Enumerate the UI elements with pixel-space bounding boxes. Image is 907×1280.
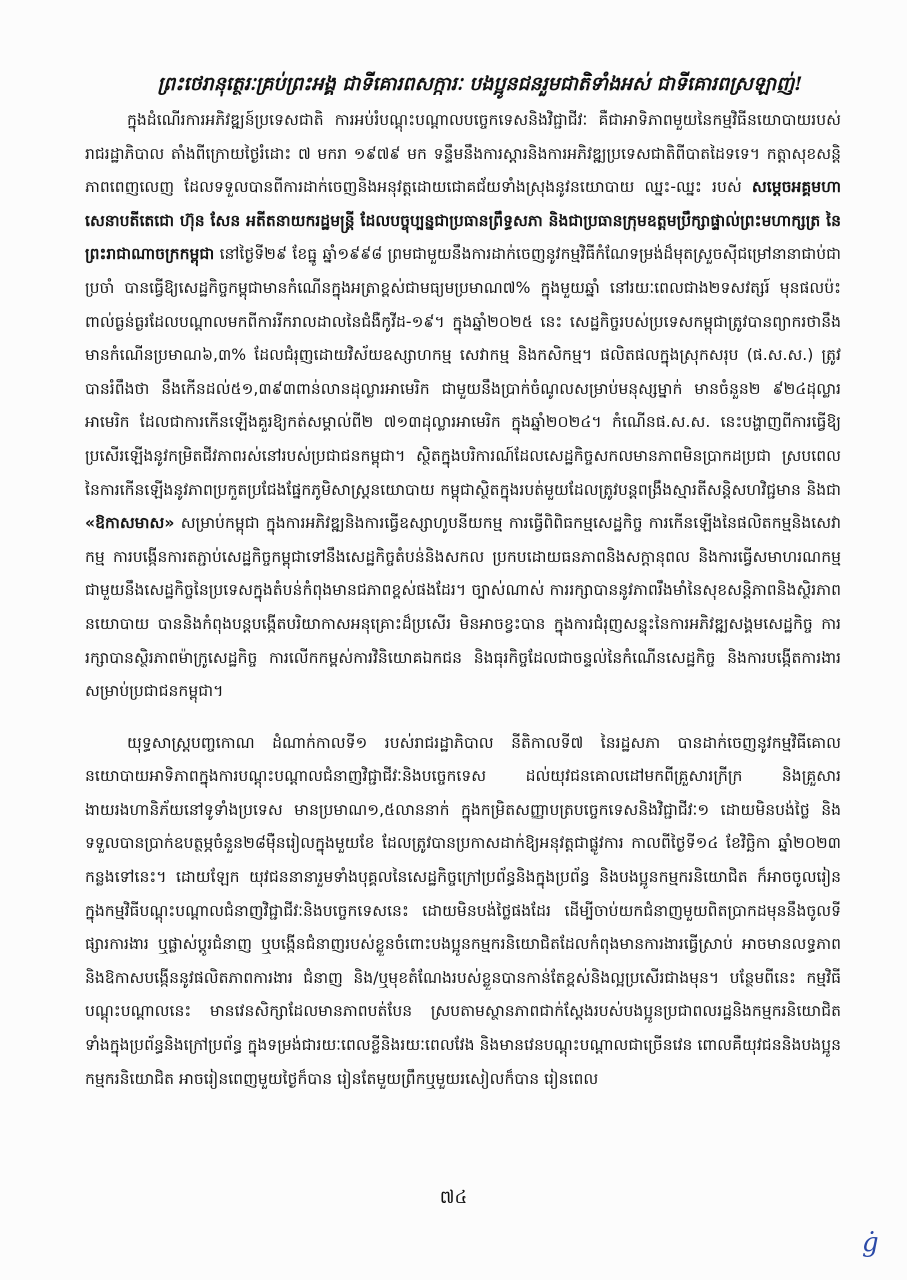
handwritten-initial: ġ [862, 1228, 879, 1258]
body-text [85, 104, 841, 1096]
salutation-heading: ព្រះថេរានុត្ថេរៈគ្រប់ព្រះអង្គ ជាទីគោរពសក្ការៈ បងប្អូនជនរួមជាតិទាំងអស់ ជាទីគោរពស្រឡាញ់! [157, 73, 803, 95]
paragraph-1-part-3: សម្រាប់កម្ពុជា ក្នុងការអភិវឌ្ឍនិងការធ្វើឧស្សាហូបនីយកម្ម ការធ្វើពិពិធកម្មសេដ្ឋកិច្ច ការកើនឡើងនៃផលិតកម្មនិងសេវាកម្ម ការបង្កើនការតភ្ជាប់សេដ្ឋកិច្ចកម្ពុជាទៅនឹងសេដ្ឋកិច្ចតំបន់និងសកល ប្រកបដោយធនភាពនិងសក្តានុពល និងការធ្វើសមាហរណកម្មជាមួយនឹងសេដ្ឋកិច្ចនៃប្រទេសក្នុងតំបន់កំពុងមានជភាពខ្ពស់ផងដែរ។ ច្បាស់ណាស់ ការរក្សាបាននូវភាពរឹងមាំនៃសុខសន្តិភាពនិងស្ថិរភាពនយោបាយ បាននិងកំពុងបន្តបង្កើតបរិយាកាសអនុគ្រោះដ៏ប្រសើរ មិនអាចខ្វះបាន ក្នុងការជំរុញសន្ទុះនៃការអភិវឌ្ឍសង្គមសេដ្ឋកិច្ច ការរក្សាបានស្ថិរភាពម៉ាក្រូសេដ្ឋកិច្ច ការលើកកម្ពស់ការវិនិយោគឯកជន និងធុរកិច្ចដែលជាចន្ទល់នៃកំណើនសេដ្ឋកិច្ច និងការបង្កើតការងារសម្រាប់ប្រជាជនកម្ពុជា។ [85, 514, 841, 701]
page-number: ៧៤ [439, 1187, 468, 1208]
bold-honorific-name: សម្តេចអគ្គមហាសេនាបតីតេជោ ហ៊ុន សែន អតីតនាយករដ្ឋមន្ត្រី ដែលបច្ចុប្បន្នជាប្រធានព្រឹទ្ធសភា និងជាប្រធានក្រុមឧត្តមប្រឹក្សាផ្ទាល់ព្រះមហាក្សត្រ នៃព្រះរាជាណាចក្រកម្ពុជា [85, 178, 841, 264]
paragraph-2: យុទ្ធសាស្ត្របញ្ចកោណ ដំណាក់កាលទី១ របស់រាជរដ្ឋាភិបាល នីតិកាលទី៧ នៃរដ្ឋសភា បានដាក់ចេញនូវកម្មវិធីគោលនយោបាយអាទិភាពក្នុងការបណ្តុះបណ្តាលជំនាញវិជ្ជាជីវៈនិងបច្ចេកទេស ដល់យុវជនគោលដៅមកពីគ្រួសារក្រីក្រ និងគ្រួសារងាយរងហានិភ័យនៅទូទាំងប្រទេស មានប្រមាណ១,៥លាននាក់ ក្នុងកម្រិតសញ្ញាបត្របច្ចេកទេសនិងវិជ្ជាជីវៈ១ ដោយមិនបង់ថ្លៃ និងទទួលបានប្រាក់ឧបត្ថម្ភចំនួន២៨ម៉ឺនរៀលក្នុងមួយខែ ដែលត្រូវបានប្រកាសដាក់ឱ្យអនុវត្តជាផ្លូវការ កាលពីថ្ងៃទី១៤ ខែវិច្ឆិកា ឆ្នាំ២០២៣ កន្លងទៅនេះ។ ដោយឡែក យុវជននានារួមទាំងបុគ្គលនៃសេដ្ឋកិច្ចក្រៅប្រព័ន្ធនិងក្នុងប្រព័ន្ធ និងបងប្អូនកម្មករនិយោជិត ក៏អាចចូលរៀនក្នុងកម្មវិធីបណ្តុះបណ្តាលជំនាញវិជ្ជាជីវៈនិងបច្ចេកទេសនេះ ដោយមិនបង់ថ្លៃផងដែរ ដើម្បីចាប់យកជំនាញមួយពិតប្រាកដមុននឹងចូលទីផ្សារការងារ ឬផ្លាស់ប្តូរជំនាញ ឬបង្កើនជំនាញរបស់ខ្លួនចំពោះបងប្អូនកម្មករនិយោជិតដែលកំពុងមានការងារធ្វើស្រាប់ អាចមានលទ្ធភាព និងឱកាសបង្កើននូវផលិតភាពការងារ ជំនាញ និង/ឬមុខតំណែងរបស់ខ្លួនបានកាន់តែខ្ពស់និងល្អប្រសើរជាងមុន។ បន្ថែមពីនេះ កម្មវិធីបណ្តុះបណ្តាលនេះ មានវេនសិក្សាដែលមានភាពបត់បែន ស្របតាមស្ថានភាពជាក់ស្តែងរបស់បងប្អូនប្រជាពលរដ្ឋនិងកម្មករនិយោជិត ទាំងក្នុងប្រព័ន្ធនិងក្រៅប្រព័ន្ធ ក្នុងទម្រង់ជារយៈពេលខ្លីនិងរយៈពេលវែង និងមានវេនបណ្តុះបណ្តាលជាច្រើនវេន ពោលគឺយុវជននិងបងប្អូនកម្មករនិយោជិត អាចរៀនពេញមួយថ្ងៃក៏បាន រៀនតែមួយព្រឹកឬមួយរសៀលក៏បាន រៀនពេល [85, 733, 841, 1088]
bold-golden-opportunity: «ឱកាសមាស» [85, 514, 175, 533]
paragraph-1 [85, 104, 841, 709]
paragraph-1-part-2: នៅថ្ងៃទី២៩ ខែធ្នូ ឆ្នាំ១៩៩៨ ព្រមជាមួយនឹងការដាក់ចេញនូវកម្មវិធីកំណែទម្រង់ដ៏មុតស្រួចស៊ីជម្រៅនានាជាប់ជាប្រចាំ បានធ្វើឱ្យសេដ្ឋកិច្ចកម្ពុជាមានកំណើនក្នុងអត្រាខ្ពស់ជាមធ្យមប្រមាណ៧% ក្នុងមួយឆ្នាំ នៅរយៈពេលជាង២ទសវត្សរ៍ មុនផលប៉ះពាល់ធ្ងន់ធ្ងរដែលបណ្តាលមកពីការរីករាលដាលនៃជំងឺកូវីដ-១៩។ ក្នុងឆ្នាំ២០២៥ នេះ សេដ្ឋកិច្ចរបស់ប្រទេសកម្ពុជាត្រូវបានព្យាករថានឹងមានកំណើនប្រមាណ៦,៣% ដែលជំរុញដោយវិស័យឧស្សាហកម្ម សេវាកម្ម និងកសិកម្ម។ ផលិតផលក្នុងស្រុកសរុប (ផ.ស.ស.) ត្រូវបានរំពឹងថា នឹងកើនដល់៥១,៣៩៣ពាន់លានដុល្លារអាមេរិក ជាមួយនឹងប្រាក់ចំណូលសម្រាប់មនុស្សម្នាក់ មានចំនួន២ ៩២៤ដុល្លារអាមេរិក ដែលជាការកើនឡើងគួរឱ្យកត់សម្គាល់ពី២ ៧១៣ដុល្លារអាមេរិក ក្នុងឆ្នាំ២០២៤។ កំណើនផ.ស.ស. នេះបង្ហាញពីការធ្វើឱ្យប្រសើរឡើងនូវកម្រិតជីវភាពរស់នៅរបស់ប្រជាជនកម្ពុជា។ ស្ថិតក្នុងបរិការណ៍ដែលសេដ្ឋកិច្ចសកលមានភាពមិនប្រាកដប្រជា ស្របពេលនៃការកើនឡើងនូវភាពប្រកួតប្រជែងផ្នែកភូមិសាស្ត្រនយោបាយ កម្ពុជាស្ថិតក្នុងរបត់មួយដែលត្រូវបន្តពង្រឹងស្មារតីសន្តិសហវិជ្ជមាន និងជា [85, 245, 841, 499]
paragraph-1-part-1: ក្នុងដំណើរការអភិវឌ្ឍន៍ប្រទេសជាតិ ការអប់រំបណ្តុះបណ្តាលបច្ចេកទេសនិងវិជ្ជាជីវៈ គឺជាអាទិភាពមួយនៃកម្មវិធីនយោបាយរបស់រាជរដ្ឋាភិបាល តាំងពីក្រោយថ្ងៃរំដោះ ៧ មករា ១៩៧៩ មក ទន្ទឹមនឹងការស្តារនិងការអភិវឌ្ឍប្រទេសជាតិពីបាតដៃទទេ។ កត្តាសុខសន្តិភាពពេញលេញ ដែលទទួលបានពីការដាក់ចេញនិងអនុវត្តដោយជោគជ័យទាំងស្រុងនូវនយោបាយ ឈ្នះ-ឈ្នះ របស់ [85, 111, 841, 197]
